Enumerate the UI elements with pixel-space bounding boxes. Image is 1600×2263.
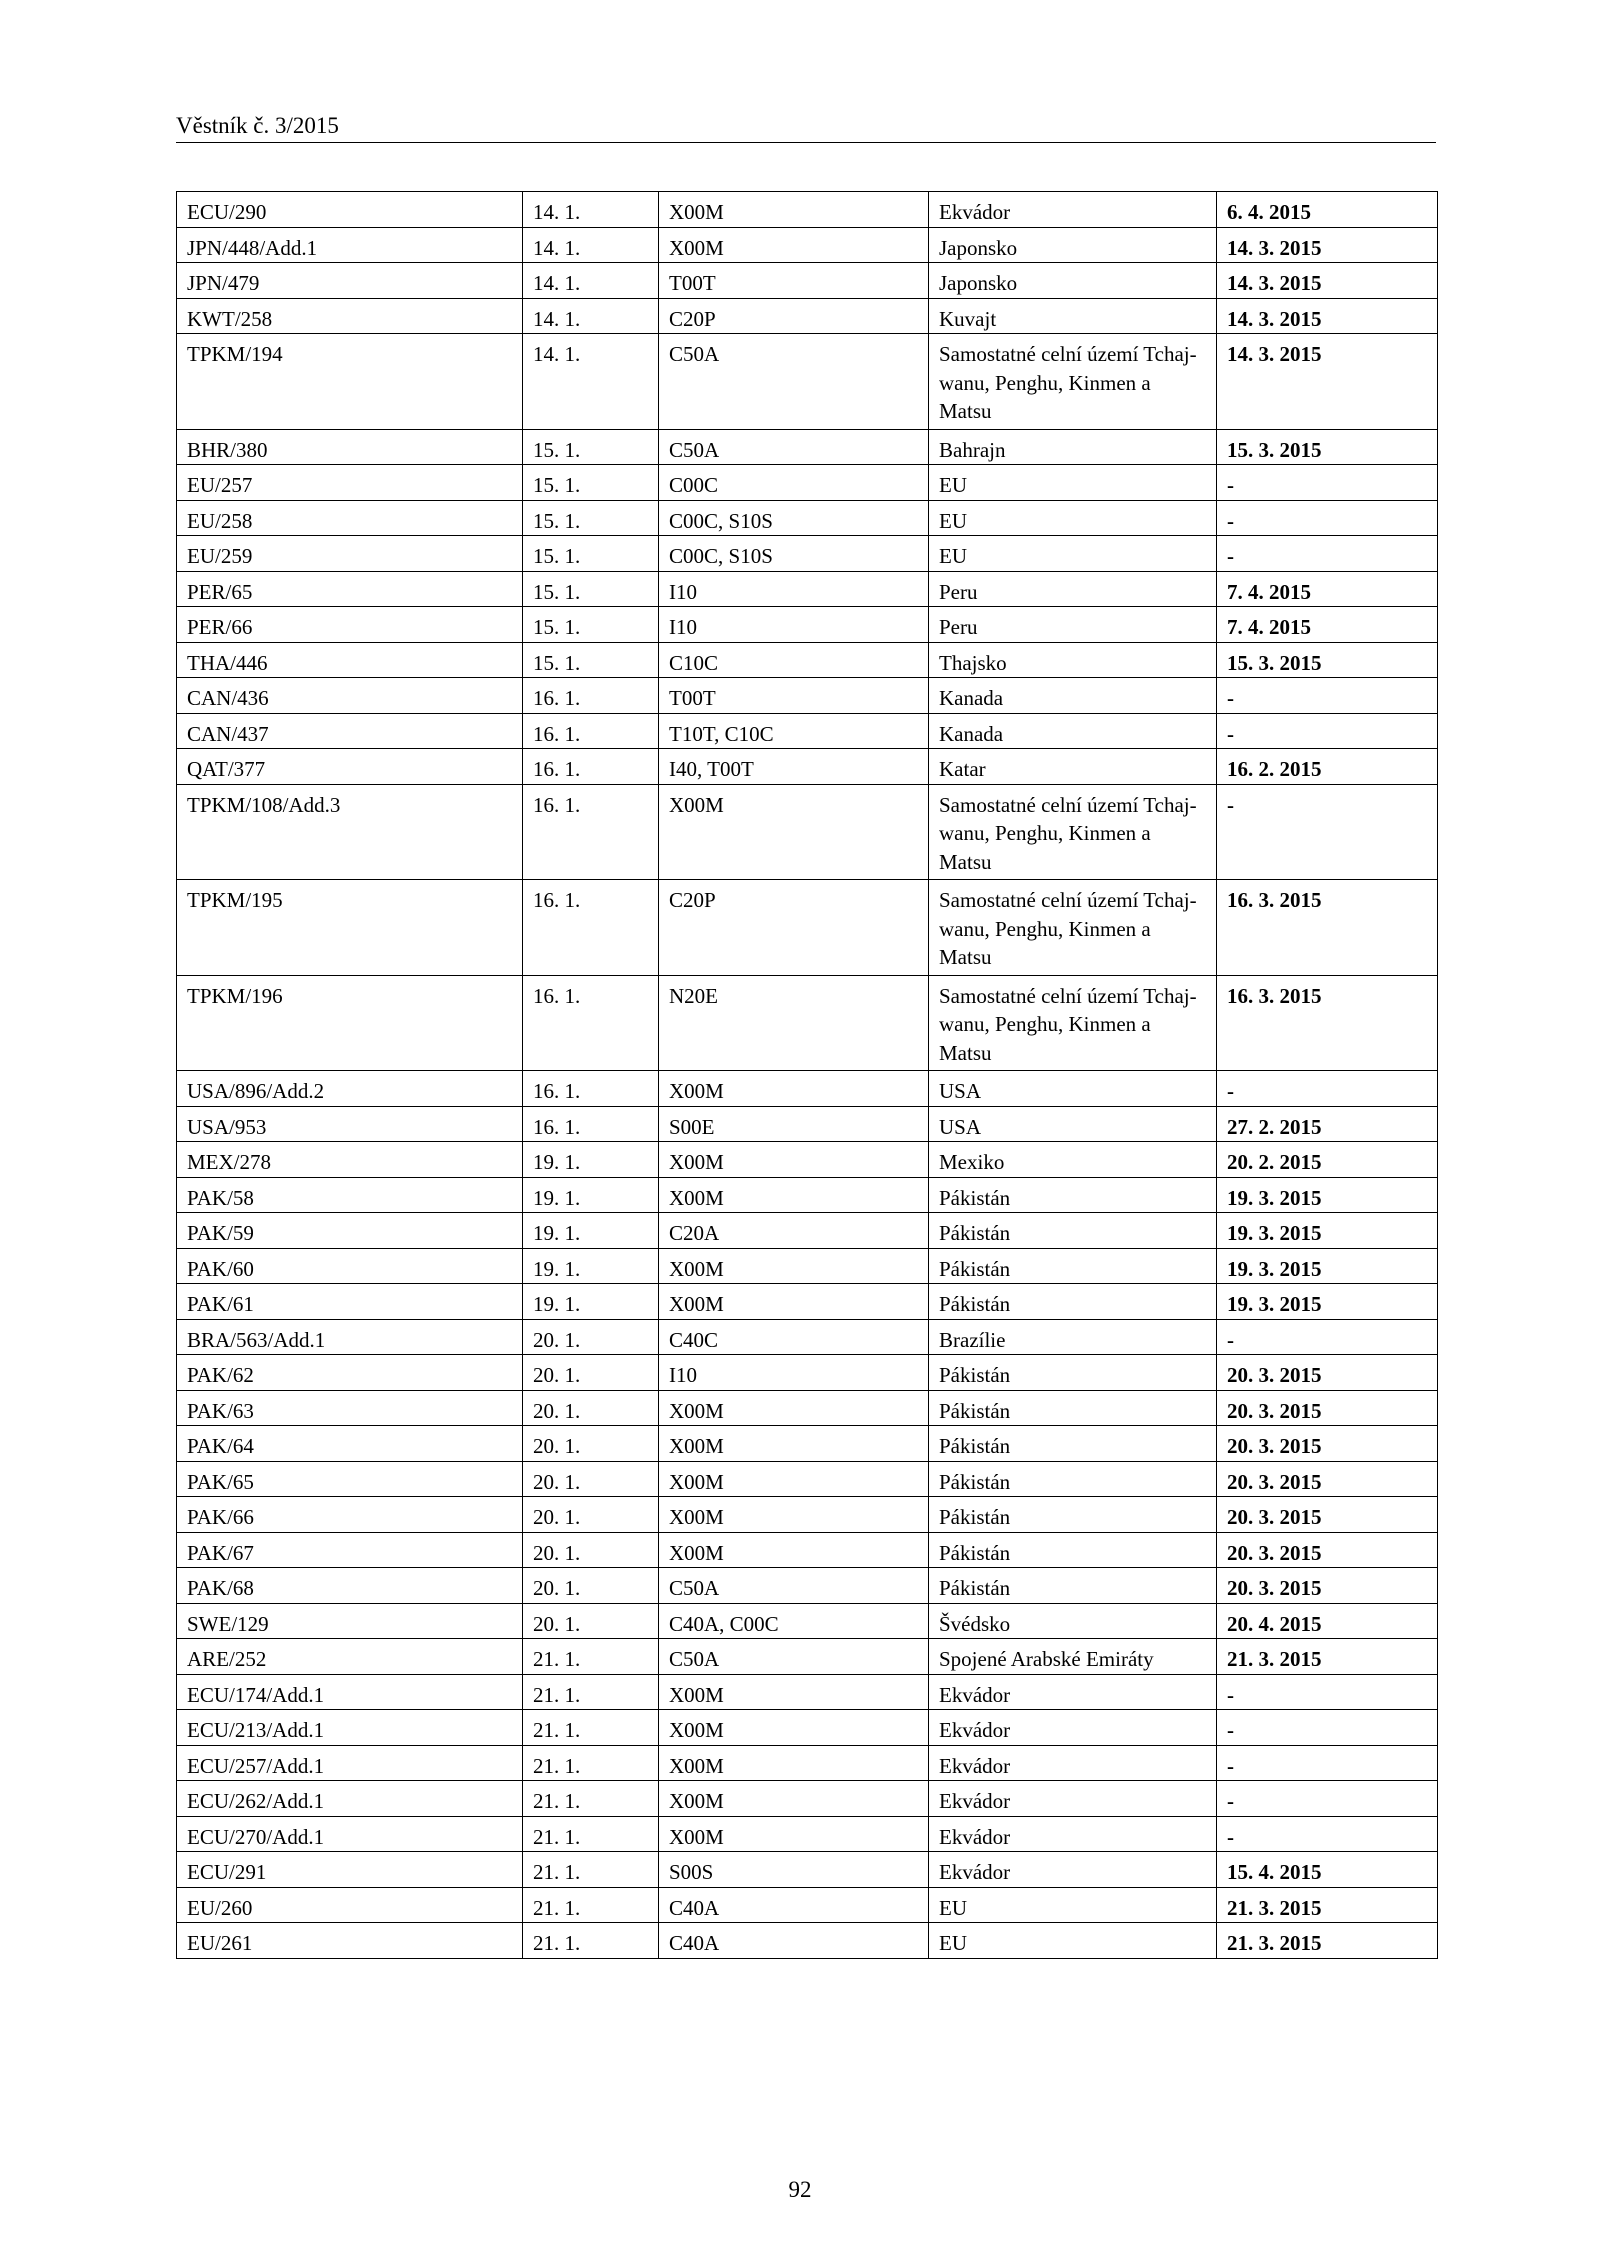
country-cell: Thajsko bbox=[929, 642, 1217, 678]
country-cell: Ekvádor bbox=[929, 1781, 1217, 1817]
code-cell: X00M bbox=[659, 1532, 929, 1568]
deadline-cell: 14. 3. 2015 bbox=[1217, 298, 1438, 334]
date-cell: 15. 1. bbox=[523, 465, 659, 501]
code-cell: X00M bbox=[659, 1248, 929, 1284]
table-row bbox=[177, 975, 1438, 1071]
document-cell: USA/953 bbox=[177, 1106, 523, 1142]
deadline-cell: 16. 2. 2015 bbox=[1217, 749, 1438, 785]
table-body bbox=[177, 192, 1438, 1959]
document-cell: BRA/563/Add.1 bbox=[177, 1319, 523, 1355]
country-cell: Kuvajt bbox=[929, 298, 1217, 334]
deadline-cell: 20. 2. 2015 bbox=[1217, 1142, 1438, 1178]
date-cell: 20. 1. bbox=[523, 1603, 659, 1639]
table-row bbox=[177, 571, 1438, 607]
table-row bbox=[177, 1781, 1438, 1817]
document-cell: EU/260 bbox=[177, 1887, 523, 1923]
document-cell: KWT/258 bbox=[177, 298, 523, 334]
document-cell: ECU/291 bbox=[177, 1852, 523, 1888]
table-row bbox=[177, 784, 1438, 880]
deadline-cell: 20. 3. 2015 bbox=[1217, 1497, 1438, 1533]
country-cell: Samostatné celní území Tchaj-wanu, Penghu, Kinmen a Matsu bbox=[929, 975, 1217, 1071]
country-cell: USA bbox=[929, 1106, 1217, 1142]
code-cell: C50A bbox=[659, 1639, 929, 1675]
deadline-cell: 20. 3. 2015 bbox=[1217, 1568, 1438, 1604]
document-cell: CAN/437 bbox=[177, 713, 523, 749]
document-cell: MEX/278 bbox=[177, 1142, 523, 1178]
date-cell: 21. 1. bbox=[523, 1781, 659, 1817]
deadline-cell: 15. 4. 2015 bbox=[1217, 1852, 1438, 1888]
date-cell: 19. 1. bbox=[523, 1248, 659, 1284]
deadline-cell: 16. 3. 2015 bbox=[1217, 975, 1438, 1071]
date-cell: 19. 1. bbox=[523, 1213, 659, 1249]
deadline-cell: - bbox=[1217, 536, 1438, 572]
table-row bbox=[177, 536, 1438, 572]
deadline-cell: 14. 3. 2015 bbox=[1217, 263, 1438, 299]
country-cell: Pákistán bbox=[929, 1284, 1217, 1320]
table-row bbox=[177, 1532, 1438, 1568]
date-cell: 20. 1. bbox=[523, 1568, 659, 1604]
code-cell: S00E bbox=[659, 1106, 929, 1142]
document-cell: PAK/68 bbox=[177, 1568, 523, 1604]
document-cell: TPKM/194 bbox=[177, 334, 523, 430]
code-cell: X00M bbox=[659, 1142, 929, 1178]
date-cell: 21. 1. bbox=[523, 1639, 659, 1675]
code-cell: X00M bbox=[659, 1177, 929, 1213]
deadline-cell: 7. 4. 2015 bbox=[1217, 607, 1438, 643]
deadline-cell: 6. 4. 2015 bbox=[1217, 192, 1438, 228]
deadline-cell: - bbox=[1217, 1781, 1438, 1817]
document-cell: ECU/257/Add.1 bbox=[177, 1745, 523, 1781]
deadline-cell: 20. 3. 2015 bbox=[1217, 1390, 1438, 1426]
date-cell: 15. 1. bbox=[523, 642, 659, 678]
deadline-cell: 16. 3. 2015 bbox=[1217, 880, 1438, 976]
document-cell: USA/896/Add.2 bbox=[177, 1071, 523, 1107]
table-row bbox=[177, 1461, 1438, 1497]
country-cell: Ekvádor bbox=[929, 1674, 1217, 1710]
journal-title: Věstník č. 3/2015 bbox=[176, 113, 339, 138]
date-cell: 15. 1. bbox=[523, 571, 659, 607]
code-cell: N20E bbox=[659, 975, 929, 1071]
document-cell: JPN/448/Add.1 bbox=[177, 227, 523, 263]
code-cell: C00C, S10S bbox=[659, 536, 929, 572]
deadline-cell: 14. 3. 2015 bbox=[1217, 334, 1438, 430]
code-cell: C40A bbox=[659, 1887, 929, 1923]
date-cell: 14. 1. bbox=[523, 263, 659, 299]
notification-table bbox=[176, 191, 1438, 1959]
deadline-cell: - bbox=[1217, 713, 1438, 749]
country-cell: Ekvádor bbox=[929, 1745, 1217, 1781]
table-row bbox=[177, 1816, 1438, 1852]
date-cell: 16. 1. bbox=[523, 1106, 659, 1142]
date-cell: 20. 1. bbox=[523, 1426, 659, 1462]
table-row bbox=[177, 1852, 1438, 1888]
page-header bbox=[176, 112, 1436, 143]
country-cell: Peru bbox=[929, 571, 1217, 607]
date-cell: 16. 1. bbox=[523, 975, 659, 1071]
table-row bbox=[177, 1923, 1438, 1959]
document-cell: PAK/65 bbox=[177, 1461, 523, 1497]
date-cell: 20. 1. bbox=[523, 1319, 659, 1355]
date-cell: 16. 1. bbox=[523, 749, 659, 785]
code-cell: I10 bbox=[659, 1355, 929, 1391]
country-cell: Ekvádor bbox=[929, 1710, 1217, 1746]
country-cell: Pákistán bbox=[929, 1497, 1217, 1533]
document-cell: TPKM/195 bbox=[177, 880, 523, 976]
country-cell: EU bbox=[929, 465, 1217, 501]
document-cell: PER/66 bbox=[177, 607, 523, 643]
table-row bbox=[177, 227, 1438, 263]
deadline-cell: 21. 3. 2015 bbox=[1217, 1639, 1438, 1675]
country-cell: Pákistán bbox=[929, 1177, 1217, 1213]
deadline-cell: 15. 3. 2015 bbox=[1217, 642, 1438, 678]
date-cell: 14. 1. bbox=[523, 334, 659, 430]
code-cell: C20A bbox=[659, 1213, 929, 1249]
code-cell: C20P bbox=[659, 880, 929, 976]
deadline-cell: 20. 3. 2015 bbox=[1217, 1461, 1438, 1497]
table-row bbox=[177, 1284, 1438, 1320]
country-cell: EU bbox=[929, 536, 1217, 572]
code-cell: I10 bbox=[659, 607, 929, 643]
document-cell: PAK/61 bbox=[177, 1284, 523, 1320]
table-row bbox=[177, 1248, 1438, 1284]
table-row bbox=[177, 1710, 1438, 1746]
code-cell: X00M bbox=[659, 1071, 929, 1107]
code-cell: C40A bbox=[659, 1923, 929, 1959]
document-cell: ECU/262/Add.1 bbox=[177, 1781, 523, 1817]
code-cell: I40, T00T bbox=[659, 749, 929, 785]
country-cell: Samostatné celní území Tchaj-wanu, Penghu, Kinmen a Matsu bbox=[929, 334, 1217, 430]
code-cell: C50A bbox=[659, 429, 929, 465]
deadline-cell: 20. 3. 2015 bbox=[1217, 1426, 1438, 1462]
deadline-cell: - bbox=[1217, 678, 1438, 714]
table-row bbox=[177, 1390, 1438, 1426]
document-cell: ECU/174/Add.1 bbox=[177, 1674, 523, 1710]
code-cell: C50A bbox=[659, 334, 929, 430]
table-row bbox=[177, 334, 1438, 430]
table-row bbox=[177, 1213, 1438, 1249]
code-cell: X00M bbox=[659, 192, 929, 228]
code-cell: C00C, S10S bbox=[659, 500, 929, 536]
document-cell: JPN/479 bbox=[177, 263, 523, 299]
country-cell: Pákistán bbox=[929, 1390, 1217, 1426]
document-cell: EU/257 bbox=[177, 465, 523, 501]
deadline-cell: 20. 4. 2015 bbox=[1217, 1603, 1438, 1639]
deadline-cell: 14. 3. 2015 bbox=[1217, 227, 1438, 263]
table-row bbox=[177, 1639, 1438, 1675]
date-cell: 21. 1. bbox=[523, 1816, 659, 1852]
country-cell: Katar bbox=[929, 749, 1217, 785]
country-cell: Pákistán bbox=[929, 1213, 1217, 1249]
deadline-cell: - bbox=[1217, 500, 1438, 536]
document-cell: SWE/129 bbox=[177, 1603, 523, 1639]
date-cell: 16. 1. bbox=[523, 1071, 659, 1107]
date-cell: 21. 1. bbox=[523, 1710, 659, 1746]
date-cell: 15. 1. bbox=[523, 429, 659, 465]
deadline-cell: - bbox=[1217, 1674, 1438, 1710]
document-cell: EU/259 bbox=[177, 536, 523, 572]
table-row bbox=[177, 1568, 1438, 1604]
table-row bbox=[177, 713, 1438, 749]
table-row bbox=[177, 1745, 1438, 1781]
date-cell: 20. 1. bbox=[523, 1497, 659, 1533]
deadline-cell: - bbox=[1217, 1816, 1438, 1852]
deadline-cell: 20. 3. 2015 bbox=[1217, 1355, 1438, 1391]
code-cell: X00M bbox=[659, 1710, 929, 1746]
table-row bbox=[177, 1674, 1438, 1710]
page-number: 92 bbox=[788, 2177, 812, 2202]
document-cell: PAK/64 bbox=[177, 1426, 523, 1462]
deadline-cell: 15. 3. 2015 bbox=[1217, 429, 1438, 465]
date-cell: 20. 1. bbox=[523, 1532, 659, 1568]
code-cell: X00M bbox=[659, 1461, 929, 1497]
date-cell: 21. 1. bbox=[523, 1852, 659, 1888]
date-cell: 16. 1. bbox=[523, 713, 659, 749]
deadline-cell: 21. 3. 2015 bbox=[1217, 1887, 1438, 1923]
country-cell: Kanada bbox=[929, 713, 1217, 749]
country-cell: Ekvádor bbox=[929, 1816, 1217, 1852]
document-cell: PER/65 bbox=[177, 571, 523, 607]
table-row bbox=[177, 1355, 1438, 1391]
table-row bbox=[177, 1603, 1438, 1639]
table-row bbox=[177, 465, 1438, 501]
table-row bbox=[177, 500, 1438, 536]
table-row bbox=[177, 192, 1438, 228]
date-cell: 21. 1. bbox=[523, 1923, 659, 1959]
table-row bbox=[177, 1142, 1438, 1178]
table-row bbox=[177, 298, 1438, 334]
country-cell: Peru bbox=[929, 607, 1217, 643]
document-cell: ECU/270/Add.1 bbox=[177, 1816, 523, 1852]
country-cell: EU bbox=[929, 1887, 1217, 1923]
deadline-cell: 19. 3. 2015 bbox=[1217, 1213, 1438, 1249]
document-cell: ECU/213/Add.1 bbox=[177, 1710, 523, 1746]
deadline-cell: - bbox=[1217, 1710, 1438, 1746]
deadline-cell: 19. 3. 2015 bbox=[1217, 1248, 1438, 1284]
country-cell: Pákistán bbox=[929, 1532, 1217, 1568]
deadline-cell: - bbox=[1217, 784, 1438, 880]
country-cell: Pákistán bbox=[929, 1248, 1217, 1284]
table-row bbox=[177, 1497, 1438, 1533]
document-cell: EU/258 bbox=[177, 500, 523, 536]
table-row bbox=[177, 263, 1438, 299]
code-cell: X00M bbox=[659, 1816, 929, 1852]
document-cell: ARE/252 bbox=[177, 1639, 523, 1675]
country-cell: Samostatné celní území Tchaj-wanu, Penghu, Kinmen a Matsu bbox=[929, 784, 1217, 880]
table-row bbox=[177, 1177, 1438, 1213]
code-cell: T00T bbox=[659, 263, 929, 299]
deadline-cell: - bbox=[1217, 465, 1438, 501]
code-cell: T00T bbox=[659, 678, 929, 714]
code-cell: X00M bbox=[659, 227, 929, 263]
country-cell: Švédsko bbox=[929, 1603, 1217, 1639]
document-cell: QAT/377 bbox=[177, 749, 523, 785]
date-cell: 20. 1. bbox=[523, 1461, 659, 1497]
document-cell: PAK/58 bbox=[177, 1177, 523, 1213]
deadline-cell: 7. 4. 2015 bbox=[1217, 571, 1438, 607]
code-cell: X00M bbox=[659, 1781, 929, 1817]
document-cell: BHR/380 bbox=[177, 429, 523, 465]
date-cell: 16. 1. bbox=[523, 678, 659, 714]
code-cell: C40A, C00C bbox=[659, 1603, 929, 1639]
date-cell: 19. 1. bbox=[523, 1284, 659, 1320]
code-cell: X00M bbox=[659, 1497, 929, 1533]
country-cell: Samostatné celní území Tchaj-wanu, Penghu, Kinmen a Matsu bbox=[929, 880, 1217, 976]
date-cell: 15. 1. bbox=[523, 607, 659, 643]
code-cell: I10 bbox=[659, 571, 929, 607]
country-cell: EU bbox=[929, 500, 1217, 536]
code-cell: X00M bbox=[659, 1284, 929, 1320]
table-row bbox=[177, 1426, 1438, 1462]
table-row bbox=[177, 678, 1438, 714]
table-row bbox=[177, 429, 1438, 465]
country-cell: USA bbox=[929, 1071, 1217, 1107]
country-cell: Spojené Arabské Emiráty bbox=[929, 1639, 1217, 1675]
date-cell: 21. 1. bbox=[523, 1674, 659, 1710]
document-cell: TPKM/196 bbox=[177, 975, 523, 1071]
country-cell: Ekvádor bbox=[929, 1852, 1217, 1888]
country-cell: Mexiko bbox=[929, 1142, 1217, 1178]
code-cell: C20P bbox=[659, 298, 929, 334]
date-cell: 19. 1. bbox=[523, 1177, 659, 1213]
table-row bbox=[177, 749, 1438, 785]
document-cell: PAK/60 bbox=[177, 1248, 523, 1284]
table-row bbox=[177, 642, 1438, 678]
table-row bbox=[177, 880, 1438, 976]
date-cell: 21. 1. bbox=[523, 1745, 659, 1781]
country-cell: Pákistán bbox=[929, 1426, 1217, 1462]
country-cell: Bahrajn bbox=[929, 429, 1217, 465]
country-cell: Pákistán bbox=[929, 1355, 1217, 1391]
deadline-cell: 19. 3. 2015 bbox=[1217, 1284, 1438, 1320]
document-cell: PAK/63 bbox=[177, 1390, 523, 1426]
country-cell: Japonsko bbox=[929, 263, 1217, 299]
deadline-cell: - bbox=[1217, 1071, 1438, 1107]
deadline-cell: - bbox=[1217, 1319, 1438, 1355]
code-cell: C10C bbox=[659, 642, 929, 678]
code-cell: X00M bbox=[659, 1390, 929, 1426]
country-cell: Pákistán bbox=[929, 1568, 1217, 1604]
table-row bbox=[177, 607, 1438, 643]
country-cell: Brazílie bbox=[929, 1319, 1217, 1355]
document-cell: TPKM/108/Add.3 bbox=[177, 784, 523, 880]
table-row bbox=[177, 1887, 1438, 1923]
country-cell: EU bbox=[929, 1923, 1217, 1959]
document-cell: PAK/59 bbox=[177, 1213, 523, 1249]
country-cell: Japonsko bbox=[929, 227, 1217, 263]
country-cell: Kanada bbox=[929, 678, 1217, 714]
deadline-cell: 21. 3. 2015 bbox=[1217, 1923, 1438, 1959]
document-cell: THA/446 bbox=[177, 642, 523, 678]
document-cell: PAK/62 bbox=[177, 1355, 523, 1391]
code-cell: X00M bbox=[659, 784, 929, 880]
document-cell: PAK/67 bbox=[177, 1532, 523, 1568]
date-cell: 16. 1. bbox=[523, 784, 659, 880]
table-row bbox=[177, 1071, 1438, 1107]
date-cell: 14. 1. bbox=[523, 192, 659, 228]
date-cell: 14. 1. bbox=[523, 298, 659, 334]
date-cell: 20. 1. bbox=[523, 1355, 659, 1391]
date-cell: 14. 1. bbox=[523, 227, 659, 263]
table-row bbox=[177, 1319, 1438, 1355]
deadline-cell: 19. 3. 2015 bbox=[1217, 1177, 1438, 1213]
document-cell: CAN/436 bbox=[177, 678, 523, 714]
deadline-cell: - bbox=[1217, 1745, 1438, 1781]
country-cell: Ekvádor bbox=[929, 192, 1217, 228]
code-cell: X00M bbox=[659, 1426, 929, 1462]
code-cell: C50A bbox=[659, 1568, 929, 1604]
code-cell: C40C bbox=[659, 1319, 929, 1355]
date-cell: 15. 1. bbox=[523, 536, 659, 572]
document-cell: EU/261 bbox=[177, 1923, 523, 1959]
date-cell: 21. 1. bbox=[523, 1887, 659, 1923]
date-cell: 19. 1. bbox=[523, 1142, 659, 1178]
date-cell: 16. 1. bbox=[523, 880, 659, 976]
date-cell: 15. 1. bbox=[523, 500, 659, 536]
code-cell: S00S bbox=[659, 1852, 929, 1888]
code-cell: X00M bbox=[659, 1674, 929, 1710]
deadline-cell: 27. 2. 2015 bbox=[1217, 1106, 1438, 1142]
date-cell: 20. 1. bbox=[523, 1390, 659, 1426]
code-cell: X00M bbox=[659, 1745, 929, 1781]
deadline-cell: 20. 3. 2015 bbox=[1217, 1532, 1438, 1568]
code-cell: C00C bbox=[659, 465, 929, 501]
country-cell: Pákistán bbox=[929, 1461, 1217, 1497]
table-row bbox=[177, 1106, 1438, 1142]
document-cell: PAK/66 bbox=[177, 1497, 523, 1533]
code-cell: T10T, C10C bbox=[659, 713, 929, 749]
document-cell: ECU/290 bbox=[177, 192, 523, 228]
